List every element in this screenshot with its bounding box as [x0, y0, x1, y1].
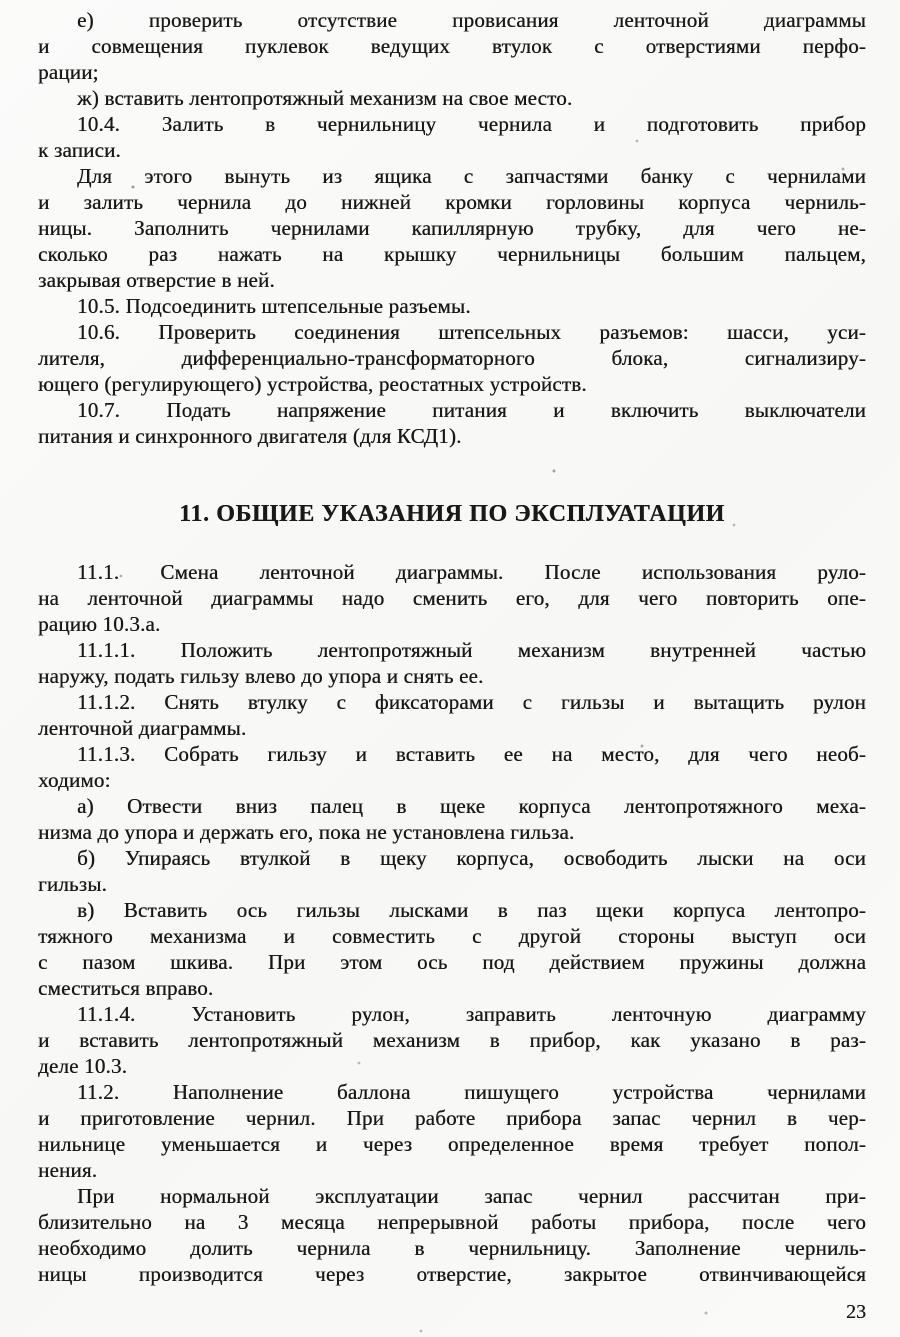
text-line: нильнице уменьшается и через определенное время требует попол- [38, 1132, 866, 1156]
paragraph [38, 85, 866, 111]
paragraph [38, 897, 866, 1001]
paragraph [38, 689, 866, 741]
text-line: в) Вставить ось гильзы лысками в паз щеки корпуса лентопро- [77, 898, 866, 922]
text-line: наружу, подать гильзу влево до упора и снять ее. [38, 664, 484, 688]
text-line: ленточной диаграммы. [38, 716, 247, 740]
text-line: Для этого вынуть из ящика с запчастями банку с чернилами [77, 164, 866, 188]
text-line: необходимо долить чернила в чернильницу. Заполнение черниль- [38, 1236, 866, 1260]
text-line: гильзы. [38, 872, 107, 896]
text-line: и приготовление чернил. При работе прибора запас чернил в чер- [38, 1106, 866, 1130]
paragraph [38, 1001, 866, 1079]
paragraph [38, 793, 866, 845]
text-line: 11.1.3. Собрать гильзу и вставить ее на место, для чего необ- [77, 742, 866, 766]
text-line: б) Упираясь втулкой в щеку корпуса, освободить лыски на оси [77, 846, 866, 870]
text-line: на ленточной диаграммы надо сменить его, для чего повторить опе- [38, 586, 866, 610]
text-line: и вставить лентопротяжный механизм в прибор, как указано в раз- [38, 1028, 866, 1052]
text-line: 10.6. Проверить соединения штепсельных разъемов: шасси, уси- [77, 320, 866, 344]
text-line: ницы производится через отверстие, закрытое отвинчивающейся [38, 1262, 866, 1286]
text-line: сместиться вправо. [38, 976, 214, 1000]
text-line: 11.1.2. Снять втулку с фиксаторами с гильзы и вытащить рулон [77, 690, 866, 714]
text-line: рацию 10.3.а. [38, 612, 161, 636]
text-line: сколько раз нажать на крышку чернильницы большим пальцем, [38, 242, 866, 266]
paragraph [38, 319, 866, 397]
paragraph [38, 293, 866, 319]
text-line: питания и синхронного двигателя (для КСД1). [38, 424, 462, 448]
section-heading: 11. ОБЩИЕ УКАЗАНИЯ ПО ЭКСПЛУАТАЦИИ [179, 501, 725, 527]
text-line: 11.2. Наполнение баллона пишущего устройства чернилами [77, 1080, 866, 1104]
text-line: нения. [38, 1158, 98, 1182]
text-line: 10.7. Подать напряжение питания и включить выключатели [77, 398, 866, 422]
paragraph [38, 7, 866, 85]
text-line: 11.1.4. Установить рулон, заправить ленточную диаграмму [77, 1002, 866, 1026]
paragraph [38, 637, 866, 689]
text-line: близительно на 3 месяца непрерывной работы прибора, после чего [38, 1210, 866, 1234]
text-line: низма до упора и держать его, пока не установлена гильза. [38, 820, 575, 844]
paragraph [38, 559, 866, 637]
text-line: к записи. [38, 138, 121, 162]
paragraph [38, 397, 866, 449]
text-line: тяжного механизма и совместить с другой стороны выступ оси [38, 924, 866, 948]
text-line: с пазом шкива. При этом ось под действием пружины должна [38, 950, 866, 974]
text-line: 10.5. Подсоединить штепсельные разъемы. [77, 294, 471, 318]
paragraph [38, 1183, 866, 1287]
text-line: и совмещения пуклевок ведущих втулок с отверстиями перфо- [38, 34, 866, 58]
text-line: рации; [38, 60, 99, 84]
paragraph [38, 741, 866, 793]
text-line: закрывая отверстие в ней. [38, 268, 275, 292]
text-line: ющего (регулирующего) устройства, реостатных устройств. [38, 372, 587, 396]
text-line: ходимо: [38, 768, 111, 792]
paragraph [38, 845, 866, 897]
text-line: ж) вставить лентопротяжный механизм на свое место. [77, 86, 573, 110]
text-line: е) проверить отсутствие провисания ленточной диаграммы [77, 8, 866, 32]
text-column [38, 7, 866, 1287]
text-line: 11.1.1. Положить лентопротяжный механизм внутренней частью [77, 638, 866, 662]
text-line: ницы. Заполнить чернилами капиллярную трубку, для чего не- [38, 216, 866, 240]
paragraph [38, 163, 866, 293]
text-line: При нормальной эксплуатации запас чернил рассчитан при- [77, 1184, 866, 1208]
text-line: 10.4. Залить в чернильницу чернила и подготовить прибор [77, 112, 866, 136]
scan-noise [0, 0, 2, 2]
paragraph [38, 1079, 866, 1183]
paragraph [38, 111, 866, 163]
page-number: 23 [846, 1301, 866, 1323]
text-line: деле 10.3. [38, 1054, 128, 1078]
text-line: и залить чернила до нижней кромки горловины корпуса черниль- [38, 190, 866, 214]
text-line: 11.1. Смена ленточной диаграммы. После использования руло- [77, 560, 866, 584]
text-line: а) Отвести вниз палец в щеке корпуса лентопротяжного меха- [77, 794, 866, 818]
text-line: лителя, дифференциально-трансформаторного блока, сигнализиру- [38, 346, 866, 370]
